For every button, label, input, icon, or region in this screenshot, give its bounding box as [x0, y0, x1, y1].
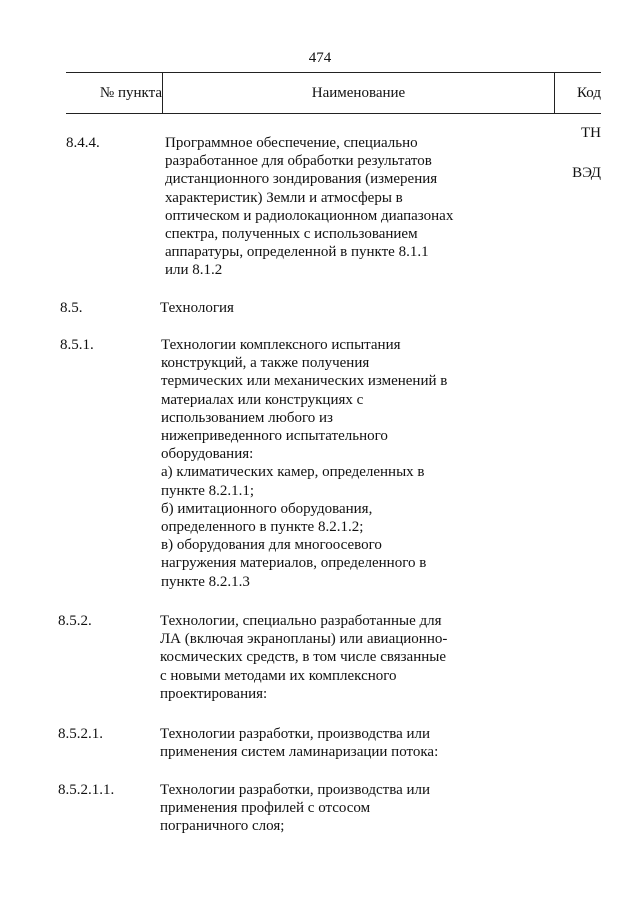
entry-description	[160, 725, 490, 761]
desc-line: термических или механических изменений в	[161, 373, 448, 390]
desc-line: б) имитационного оборудования,	[161, 500, 373, 517]
entry-number: 8.5.	[60, 300, 83, 316]
desc-line: аппаратуры, определенной в пункте 8.1.1	[165, 244, 429, 261]
entry-description	[165, 134, 495, 280]
desc-line: Программное обеспечение, специально	[165, 135, 418, 151]
header-tn-ved-code: Код ТН ВЭД	[572, 85, 601, 181]
desc-line: разработанное для обработки результатов	[165, 153, 432, 170]
desc-line: в) оборудования для многоосевого	[161, 537, 382, 554]
desc-line: пограничного слоя;	[160, 818, 285, 835]
desc-line: проектирования:	[160, 685, 268, 702]
desc-line: пункте 8.2.1.1;	[161, 482, 255, 499]
desc-line: или 8.1.2	[165, 262, 223, 279]
desc-line: Технология	[160, 300, 234, 316]
desc-line: определенного в пункте 8.2.1.2;	[161, 519, 364, 536]
entry-number: 8.5.2.1.	[58, 726, 103, 742]
desc-line: оборудования:	[161, 446, 254, 463]
entry-number: 8.5.2.1.1.	[58, 782, 115, 798]
desc-line: Технологии комплексного испытания	[161, 337, 401, 353]
desc-line: нижеприведенного испытательного	[161, 428, 388, 445]
desc-line: материалах или конструкциях с	[161, 391, 364, 408]
desc-line: космических средств, в том числе связанные	[160, 649, 447, 666]
desc-line: спектра, полученных с использованием	[165, 226, 418, 243]
entry-description	[160, 781, 490, 836]
desc-line: ЛА (включая экранопланы) или авиационно-	[160, 631, 448, 648]
desc-line: Технологии разработки, производства или	[160, 782, 431, 798]
desc-line: применения систем ламинаризации потока:	[160, 744, 439, 761]
header-name: Наименование	[162, 73, 555, 113]
entry-description	[160, 299, 490, 317]
entry-number: 8.5.2.	[58, 613, 92, 629]
entry-description	[160, 612, 490, 703]
header-item-number: № пункта	[99, 85, 162, 101]
desc-line: применения профилей с отсосом	[160, 800, 371, 817]
desc-line: с новыми методами их комплексного	[160, 667, 397, 684]
desc-line: Технологии разработки, производства или	[160, 726, 431, 742]
page-number: 474	[308, 50, 332, 66]
desc-line: а) климатических камер, определенных в	[161, 464, 425, 481]
desc-line: дистанционного зондирования (измерения	[165, 171, 438, 188]
desc-line: конструкций, а также получения	[161, 355, 370, 372]
entry-number: 8.4.4.	[66, 135, 100, 151]
entry-description	[161, 336, 491, 591]
entry-number: 8.5.1.	[60, 337, 94, 353]
desc-line: нагружения материалов, определенного в	[161, 555, 427, 572]
desc-line: оптическом и радиолокационном диапазонах	[165, 207, 454, 224]
desc-line: Технологии, специально разработанные для	[160, 613, 442, 629]
desc-line: пункте 8.2.1.3	[161, 573, 250, 590]
desc-line: характеристик) Земли и атмосферы в	[165, 189, 403, 206]
desc-line: использованием любого из	[161, 409, 333, 426]
